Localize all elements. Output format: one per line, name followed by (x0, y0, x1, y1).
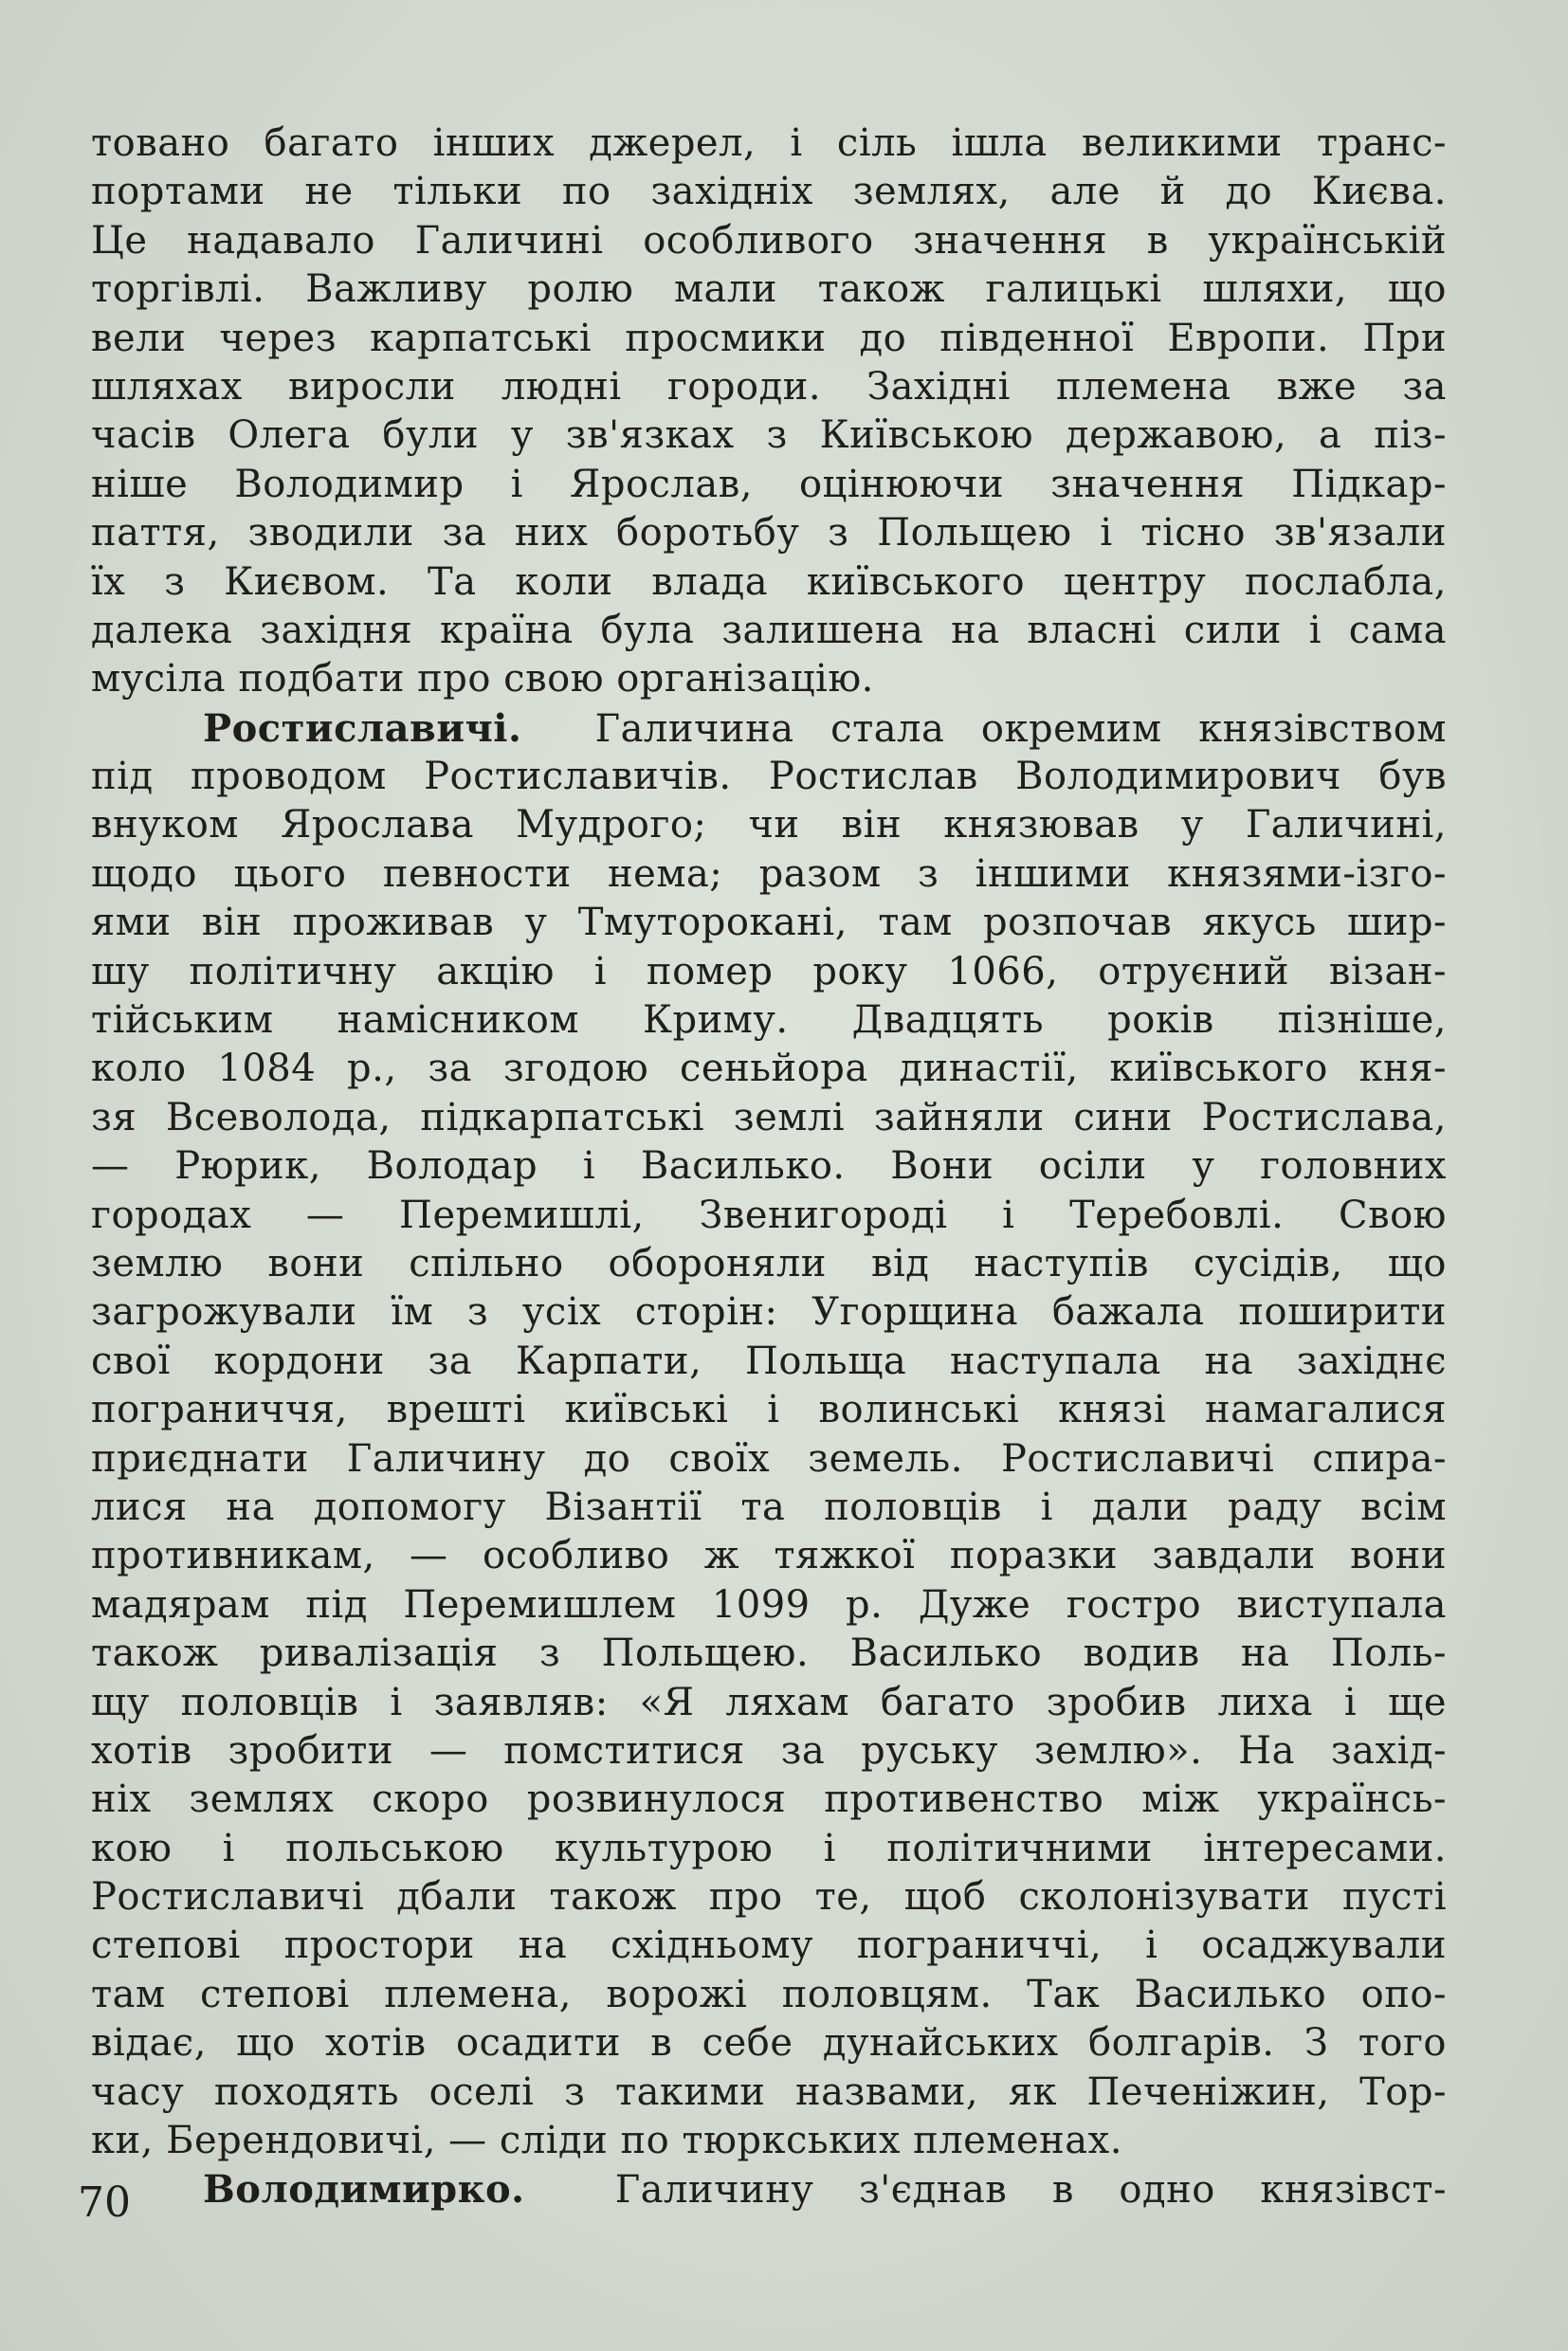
page-number: 70 (78, 2178, 131, 2227)
text-line: паття, зводили за них боротьбу з Польщею і тісно зв'язали (91, 511, 1447, 556)
text-line: ніх землях скоро розвинулося противенство між українсь- (91, 1777, 1447, 1822)
text-line: під проводом Ростиславичів. Ростислав Володимирович був (91, 755, 1447, 799)
text-line: часу походять оселі з такими назвами, як Печеніжин, Тор- (91, 2069, 1447, 2114)
section-heading-volodymyrko: Володимирко. (203, 2167, 525, 2213)
text-line: товано багато інших джерел, і сіль ішла великими транс- (91, 121, 1447, 165)
text-line: торгівлі. Важливу ролю мали також галицькі шляхи, що (91, 267, 1447, 312)
text-line: хотів зробити — помститися за руську землю». На захід- (91, 1728, 1447, 1773)
text-line: відає, що хотів осадити в себе дунайських болгарів. З того (91, 2021, 1447, 2066)
text-line: там степові племена, ворожі половцям. Так Василько опо- (91, 1972, 1447, 2016)
text-line: Це надавало Галичині особливого значення в українській (91, 218, 1447, 263)
text-line-rest: Галичина стала окремим князівством (594, 706, 1447, 751)
text-line: — Рюрик, Володар і Василько. Вони осіли у головних (91, 1144, 1447, 1189)
text-line: противникам, — особливо ж тяжкої поразки завдали вони (91, 1534, 1447, 1578)
text-line: коло 1084 р., за згодою сеньйора династії, київського кня- (91, 1047, 1447, 1091)
text-line: шляхах виросли людні городи. Західні племена вже за (91, 364, 1447, 409)
text-line: далека західня країна була залишена на власні сили і сама (91, 608, 1447, 652)
paragraph-2 (91, 704, 1447, 2166)
text-line: приєднати Галичину до своїх земель. Ростиславичі спира- (91, 1436, 1447, 1481)
text-line: щодо цього певности нема; разом з іншими князями-ізго- (91, 851, 1447, 896)
text-line: мадярам під Перемишлем 1099 р. Дуже гостро виступала (91, 1582, 1447, 1627)
paragraph-3 (91, 2165, 1447, 2214)
text-line (91, 704, 1447, 753)
text-line: ями він проживав у Тмуторокані, там розпочав якусь шир- (91, 901, 1447, 945)
text-line: внуком Ярослава Мудрого; чи він князював у Галичині, (91, 803, 1447, 847)
text-line-rest: Галичину з'єднав в одно князівст- (614, 2168, 1447, 2213)
text-line: землю вони спільно обороняли від наступів сусідів, що (91, 1241, 1447, 1285)
text-line: щу половців і заявляв: «Я ляхам багато зробив лиха і ще (91, 1680, 1447, 1724)
text-line: ки, Берендовичі, — сліди по тюркських племенах. (91, 2119, 1122, 2163)
text-line: лися на допомогу Візантії та половців і дали раду всім (91, 1485, 1447, 1529)
text-line: портами не тільки по західніх землях, але й до Києва. (91, 170, 1447, 214)
text-line: вели через карпатські просмики до південної Европи. При (91, 316, 1447, 360)
section-heading-rostyslavychi: Ростиславичі. (203, 705, 522, 751)
text-line: городах — Перемишлі, Звенигороді і Теребовлі. Свою (91, 1193, 1447, 1237)
text-line: шу політичну акцію і помер року 1066, отруєний візан- (91, 949, 1447, 993)
text-line: кою і польською культурою і політичними інтересами. (91, 1826, 1447, 1870)
text-line: зя Всеволода, підкарпатські землі зайняли сини Ростислава, (91, 1095, 1447, 1139)
text-line: пограниччя, врешті київські і волинські князі намагалися (91, 1388, 1447, 1432)
text-line: свої кордони за Карпати, Польща наступала на західнє (91, 1339, 1447, 1383)
text-line: степові простори на східньому пограниччі, і осаджували (91, 1923, 1447, 1968)
text-line: мусіла подбати про свою організацію. (91, 657, 874, 702)
text-line: загрожували їм з усіх сторін: Угорщина бажала поширити (91, 1290, 1447, 1335)
text-line: ніше Володимир і Ярослав, оцінюючи значення Підкар- (91, 462, 1447, 506)
body-text (91, 119, 1447, 2214)
text-line (91, 2165, 1447, 2214)
text-line: Ростиславичі дбали також про те, щоб сколонізувати пусті (91, 1875, 1447, 1920)
text-line: також ривалізація з Польщею. Василько водив на Поль- (91, 1631, 1447, 1676)
text-line: їх з Києвом. Та коли влада київського центру послабла, (91, 559, 1447, 604)
paragraph-1 (91, 119, 1447, 704)
text-line: тійським намісником Криму. Двадцять років пізніше, (91, 998, 1447, 1043)
text-line: часів Олега були у зв'язках з Київською державою, а піз- (91, 413, 1447, 458)
